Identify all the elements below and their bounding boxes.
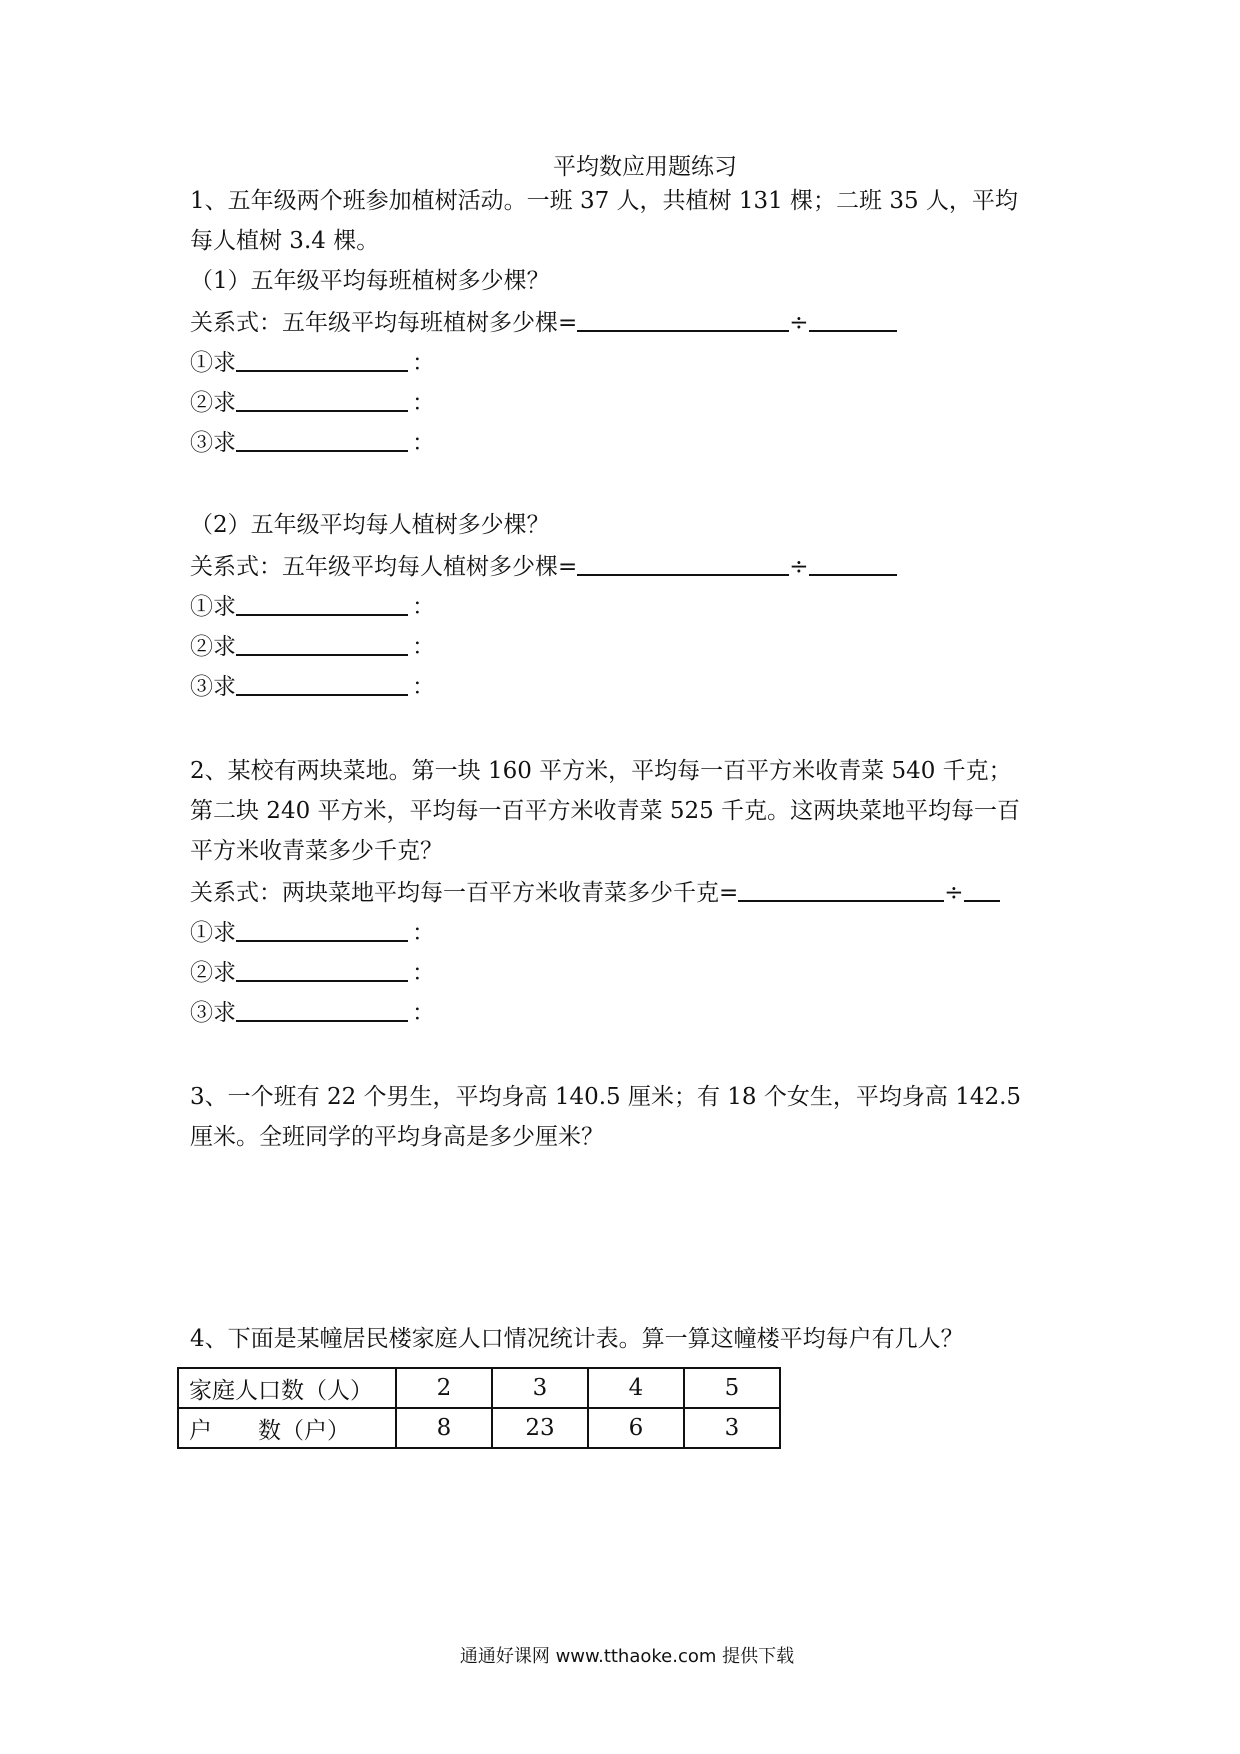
relation-label: 关系式：两块菜地平均每一百平方米收青菜多少千克= xyxy=(190,880,739,906)
divide-sign: ÷ xyxy=(789,310,809,336)
step-colon: ： xyxy=(412,960,435,986)
q1-part2-step3 xyxy=(190,670,435,702)
answer-blank[interactable] xyxy=(236,916,408,942)
population-stats-table xyxy=(177,1367,781,1449)
q3-text-line2: 厘米。全班同学的平均身高是多少厘米？ xyxy=(190,1124,604,1150)
step-colon: ： xyxy=(412,1000,435,1026)
step-label: ③求 xyxy=(190,1000,236,1026)
divide-sign: ÷ xyxy=(789,554,809,580)
table-cell: 6 xyxy=(588,1408,684,1448)
answer-blank[interactable] xyxy=(577,550,789,576)
q4-text: 4、下面是某幢居民楼家庭人口情况统计表。算一算这幢楼平均每户有几人？ xyxy=(190,1326,964,1352)
footer-credit: 通通好课网 www.tthaoke.com 提供下载 xyxy=(459,1646,795,1667)
answer-blank[interactable] xyxy=(738,876,944,902)
table-row xyxy=(178,1408,780,1448)
table-cell: 8 xyxy=(396,1408,492,1448)
answer-blank[interactable] xyxy=(577,306,789,332)
answer-blank[interactable] xyxy=(964,876,1000,902)
q2-relation xyxy=(190,876,1000,908)
table-cell: 4 xyxy=(588,1368,684,1408)
q1-part1-relation xyxy=(190,306,897,338)
q2-text-line1: 2、某校有两块菜地。第一块 160 平方米，平均每一百平方米收青菜 540 千克； xyxy=(190,758,1012,784)
answer-blank[interactable] xyxy=(809,550,897,576)
table-cell: 3 xyxy=(684,1408,780,1448)
step-label: ①求 xyxy=(190,920,236,946)
step-colon: ： xyxy=(412,430,435,456)
answer-blank[interactable] xyxy=(236,386,408,412)
table-cell: 5 xyxy=(684,1368,780,1408)
answer-blank[interactable] xyxy=(236,630,408,656)
table-row-header: 家庭人口数（人） xyxy=(178,1368,396,1408)
answer-blank[interactable] xyxy=(236,996,408,1022)
answer-blank[interactable] xyxy=(236,426,408,452)
q1-part1-step3 xyxy=(190,426,435,458)
q2-text-line3: 平方米收青菜多少千克？ xyxy=(190,838,443,864)
divide-sign: ÷ xyxy=(944,880,964,906)
step-label: ②求 xyxy=(190,390,236,416)
step-label: ③求 xyxy=(190,430,236,456)
step-colon: ： xyxy=(412,390,435,416)
answer-blank[interactable] xyxy=(809,306,897,332)
q1-text-line2: 每人植树 3.4 棵。 xyxy=(190,228,380,254)
q1-part2-question: （2）五年级平均每人植树多少棵？ xyxy=(190,512,550,538)
table-cell: 3 xyxy=(492,1368,588,1408)
step-label: ③求 xyxy=(190,674,236,700)
q1-part2-relation xyxy=(190,550,897,582)
q2-step3 xyxy=(190,996,435,1028)
answer-blank[interactable] xyxy=(236,670,408,696)
answer-blank[interactable] xyxy=(236,956,408,982)
q1-part1-step1 xyxy=(190,346,435,378)
table-row-header: 户 数（户） xyxy=(178,1408,396,1448)
step-colon: ： xyxy=(412,594,435,620)
step-label: ②求 xyxy=(190,634,236,660)
q2-step2 xyxy=(190,956,435,988)
answer-blank[interactable] xyxy=(236,346,408,372)
q1-part2-step1 xyxy=(190,590,435,622)
q1-text-line1: 1、五年级两个班参加植树活动。一班 37 人，共植树 131 棵；二班 35 人，平均 xyxy=(190,188,1018,214)
answer-blank[interactable] xyxy=(236,590,408,616)
table-cell: 2 xyxy=(396,1368,492,1408)
q1-part1-question: （1）五年级平均每班植树多少棵？ xyxy=(190,268,550,294)
step-colon: ： xyxy=(412,920,435,946)
q2-step1 xyxy=(190,916,435,948)
step-colon: ： xyxy=(412,350,435,376)
step-label: ①求 xyxy=(190,350,236,376)
step-colon: ： xyxy=(412,674,435,700)
step-label: ①求 xyxy=(190,594,236,620)
step-label: ②求 xyxy=(190,960,236,986)
q2-text-line2: 第二块 240 平方米，平均每一百平方米收青菜 525 千克。这两块菜地平均每一百 xyxy=(190,798,1021,824)
table-cell: 23 xyxy=(492,1408,588,1448)
q1-part2-step2 xyxy=(190,630,435,662)
relation-label: 关系式：五年级平均每班植树多少棵= xyxy=(190,310,578,336)
relation-label: 关系式：五年级平均每人植树多少棵= xyxy=(190,554,578,580)
q1-part1-step2 xyxy=(190,386,435,418)
q3-text-line1: 3、一个班有 22 个男生，平均身高 140.5 厘米；有 18 个女生，平均身高 142.5 xyxy=(190,1084,1022,1110)
step-colon: ： xyxy=(412,634,435,660)
table-row xyxy=(178,1368,780,1408)
worksheet-title: 平均数应用题练习 xyxy=(553,154,737,180)
